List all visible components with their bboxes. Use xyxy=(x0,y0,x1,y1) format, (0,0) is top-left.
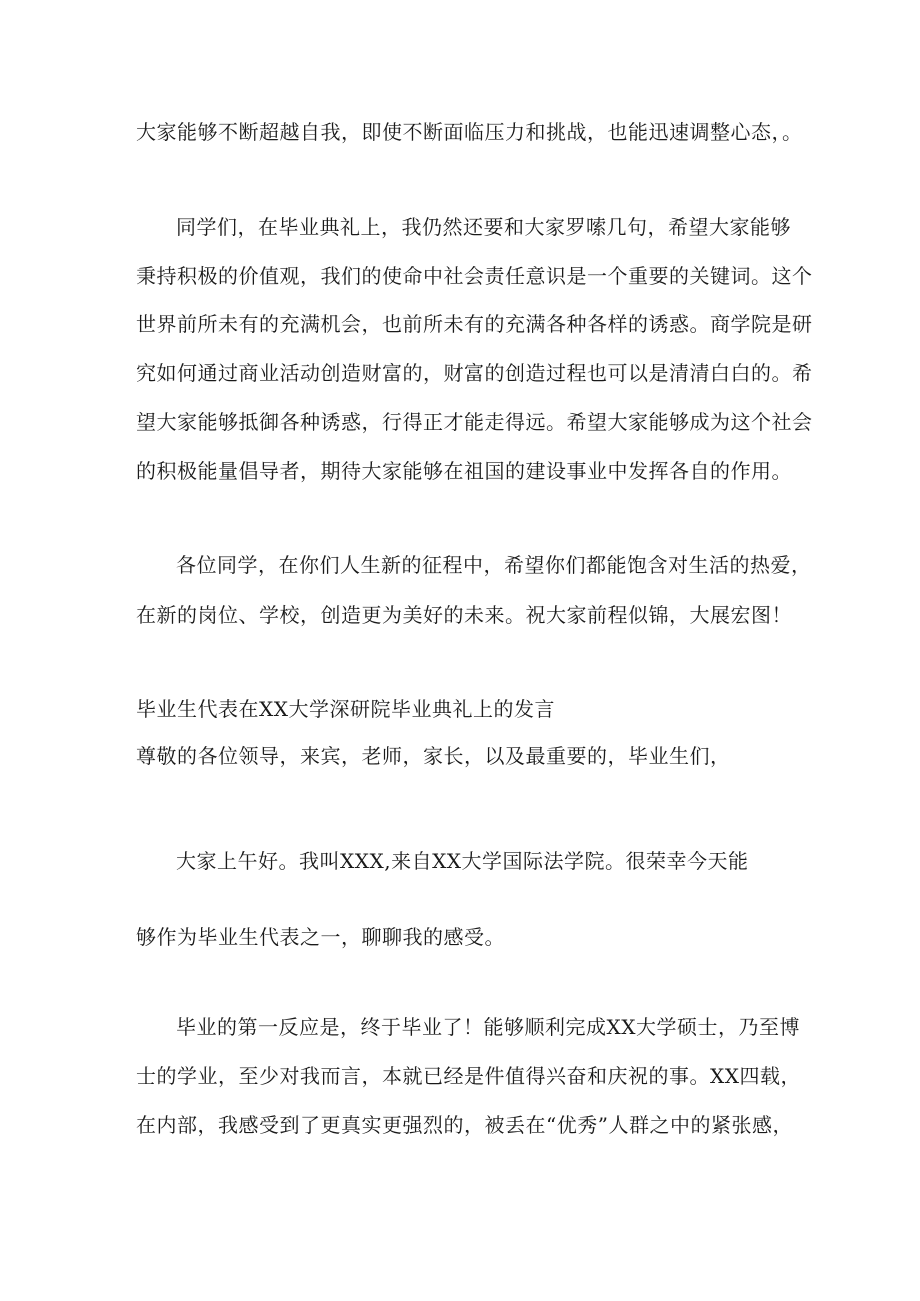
paragraph-line: 大家上午好。我叫XXX,来自XX大学国际法学院。很荣幸今天能 xyxy=(176,849,749,873)
paragraph-line: 的积极能量倡导者，期待大家能够在祖国的建设事业中发挥各自的作用。 xyxy=(136,459,792,483)
paragraph-line: 究如何通过商业活动创造财富的，财富的创造过程也可以是清清白白的。希 xyxy=(136,361,813,385)
paragraph-line: 望大家能够抵御各种诱惑，行得正才能走得远。希望大家能够成为这个社会 xyxy=(136,410,813,434)
paragraph-line: 在内部，我感受到了更真实更强烈的，被丢在“优秀”人群之中的紧张感， xyxy=(136,1113,793,1137)
paragraph-line: 够作为毕业生代表之一，聊聊我的感受。 xyxy=(136,925,505,949)
paragraph-line: 士的学业，至少对我而言，本就已经是件值得兴奋和庆祝的事。XX四载， xyxy=(136,1064,801,1088)
paragraph-line: 秉持积极的价值观，我们的使命中社会责任意识是一个重要的关键词。这个 xyxy=(136,264,813,288)
paragraph-line: 毕业的第一反应是，终于毕业了！能够顺利完成XX大学硕士，乃至博 xyxy=(176,1015,800,1039)
paragraph-line: 在新的岗位、学校，创造更为美好的未来。祝大家前程似锦，大展宏图！ xyxy=(136,603,792,627)
paragraph-line: 大家能够不断超越自我，即使不断面临压力和挑战，也能迅速调整心态，。 xyxy=(136,120,803,144)
paragraph-line: 各位同学，在你们人生新的征程中，希望你们都能饱含对生活的热爱， xyxy=(176,553,812,577)
paragraph-line: 世界前所未有的充满机会，也前所未有的充满各种各样的诱惑。商学院是研 xyxy=(136,312,813,336)
salutation-line: 尊敬的各位领导，来宾，老师，家长，以及最重要的，毕业生们， xyxy=(136,744,731,768)
paragraph-line: 同学们，在毕业典礼上，我仍然还要和大家罗嗦几句，希望大家能够 xyxy=(176,215,791,239)
section-title: 毕业生代表在XX大学深研院毕业典礼上的发言 xyxy=(136,697,555,721)
